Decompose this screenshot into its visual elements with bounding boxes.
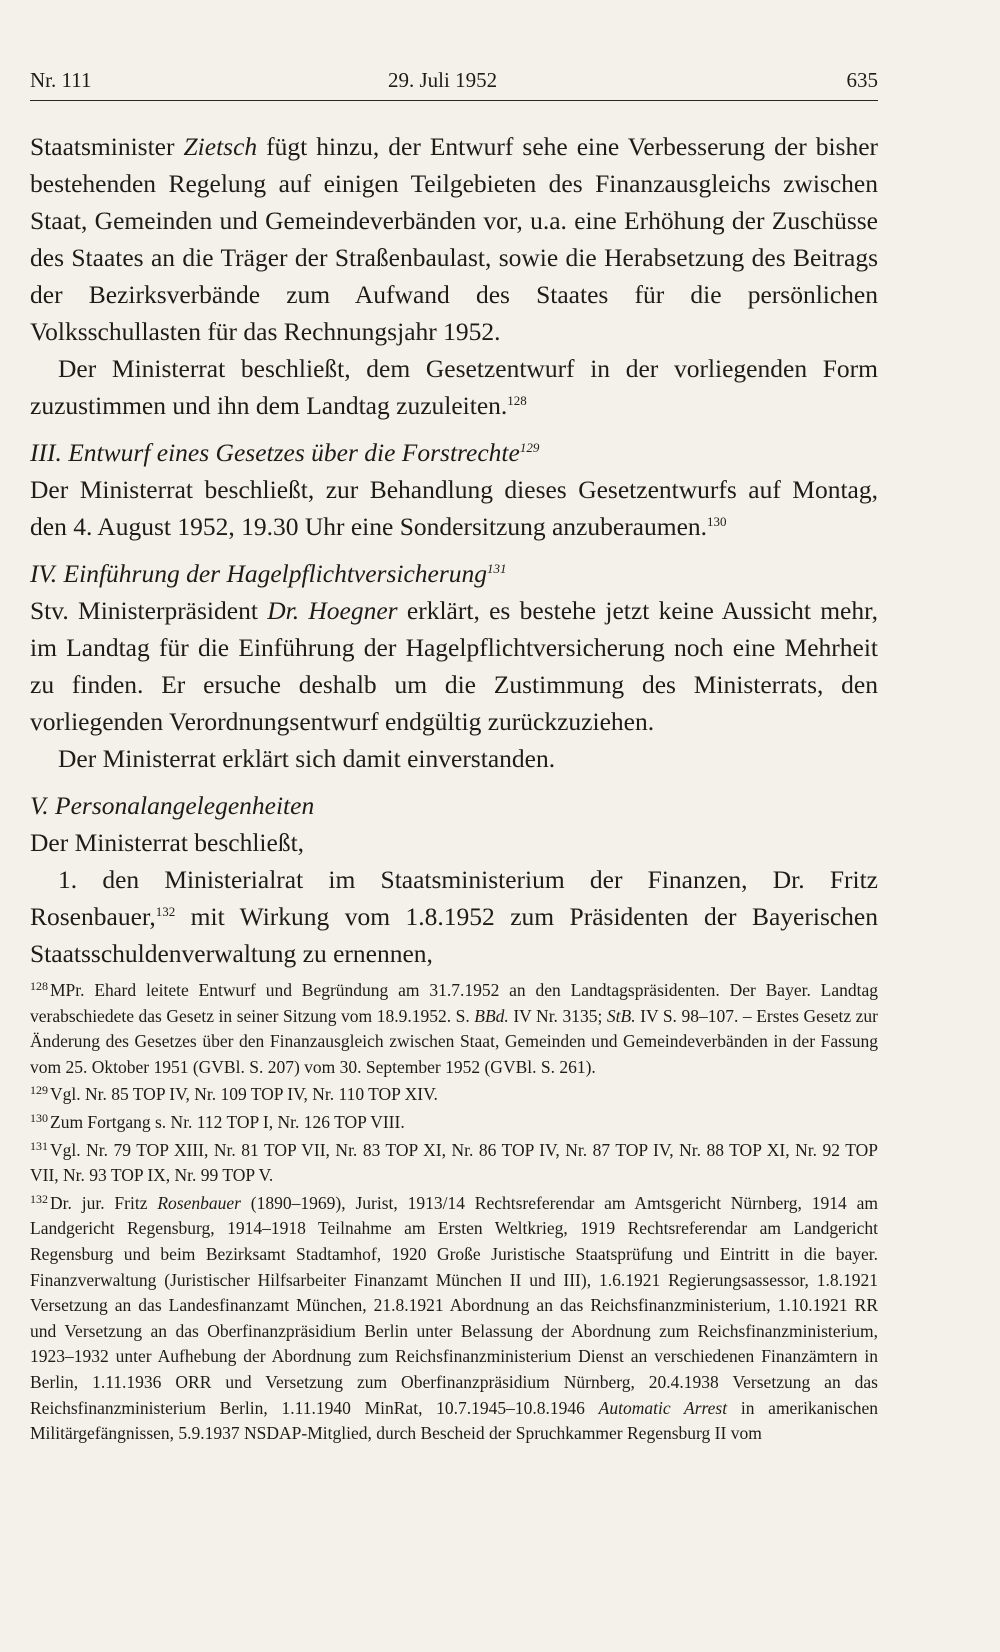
paragraph-resolution-3: Der Ministerrat beschließt, [30, 828, 305, 857]
footnote-128: $^{128}$ MPr. Ehard leitete Entwurf und Begründung am 31.7.1952 an den Landtagspräsidenten. Der Bayer. Landtag verabschiedete das Gesetz in seiner Sitzung vom 18.9.1952. S. BBd. IV Nr. 3135; StB. IV S. 98–107. – Erstes Gesetz zur Änderung des Gesetzes über den Finanzausgleich zwischen Staat, Gemeinden und Gemeindeverbänden in der Fassung vom 25. Oktober 1951 (GVBl. S. 207) vom 30. September 1952 (GVBl. S. 261). [30, 979, 879, 1077]
page-header [30, 64, 878, 101]
document-number: Nr. 111 [30, 68, 92, 92]
footnote-132: $^{132}$ Dr. jur. Fritz Rosenbauer (1890–1969), Jurist, 1913/14 Rechtsreferendar am Amtsgericht Nürnberg, 1914 am Landgericht Regensburg, 1914–1918 Teilnahme am Ersten Weltkrieg, 1919 Rechtsreferendar am Landgericht Regensburg und beim Bezirksamt Stadtamhof, 1920 Große Juristische Staatsprüfung und Eintritt in die bayer. Finanzverwaltung (Juristischer Hilfsarbeiter Finanzamt München II und III), 1.6.1921 Regierungsassessor, 1.8.1921 Versetzung an das Landesfinanzamt München, 21.8.1921 Abordnung an das Reichsfinanzministerium, 1.10.1921 RR und Versetzung an das Oberfinanzpräsidium Berlin unter Belassung der Abordnung zum Reichsfinanzministerium, 1923–1932 unter Aufhebung der Abordnung zum Reichsfinanzministerium Dienst an verschiedenen Finanzämtern in Berlin, 1.11.1936 ORR und Versetzung zum Oberfinanzpräsidium Nürnberg, 20.4.1938 Versetzung an das Reichsfinanzministerium Berlin, 1.11.1940 MinRat, 10.7.1945–10.8.1946 Automatic Arrest in amerikanischen Militärgefängnissen, 5.9.1937 NSDAP-Mitglied, durch Bescheid der Spruchkammer Regensburg II vom [30, 1191, 878, 1444]
section-heading-iii: III. Entwurf eines Gesetzes über die Forstrechte$^{129}$ [30, 438, 540, 467]
speaker-name: Zietsch [183, 132, 258, 161]
footnote-129: $^{129}$ Vgl. Nr. 85 TOP IV, Nr. 109 TOP IV, Nr. 110 TOP XIV. [30, 1083, 438, 1105]
footnote-130: $^{130}$ Zum Fortgang s. Nr. 112 TOP I, Nr. 126 TOP VIII. [30, 1110, 405, 1132]
paragraph-resolution-1: Der Ministerrat beschließt, dem Gesetzentwurf in der vorliegenden Form zuzustimmen und ihn dem Landtag zuzuleiten.$^{128}$ [30, 354, 878, 420]
paragraph-hoegner: Stv. Ministerpräsident Dr. Hoegner erklärt, es bestehe jetzt keine Aussicht mehr, im Landtag für die Einführung der Hagelpflichtversicherung noch eine Mehrheit zu finden. Er ersuche deshalb um die Zustimmung des Ministerrats, den vorliegenden Verordnungsentwurf endgültig zurückzuziehen. [30, 596, 878, 736]
paragraph-zietsch: Staatsminister Zietsch fügt hinzu, der Entwurf sehe eine Verbesserung der bisher bestehenden Regelung auf einigen Teilgebieten des Finanzausgleichs zwischen Staat, Gemeinden und Gemeindeverbänden vor, u.a. eine Erhöhung der Zuschüsse des Staates an die Träger der Straßenbaulast, sowie die Herabsetzung des Beitrags der Bezirksverbände zum Aufwand des Staates für die persönlichen Volksschullasten für das Rechnungsjahr 1952. [30, 132, 879, 346]
page-number: 635 [846, 68, 878, 92]
paragraph-appointment: 1. den Ministerialrat im Staatsministerium der Finanzen, Dr. Fritz Rosenbauer,$^{132}$ mit Wirkung vom 1.8.1952 zum Präsidenten der Bayerischen Staatsschuldenverwaltung zu ernennen, [30, 865, 878, 968]
paragraph-resolution-2: Der Ministerrat beschließt, zur Behandlung dieses Gesetzentwurfs auf Montag, den 4. August 1952, 19.30 Uhr eine Sondersitzung anzuberaumen.$^{130}$ [30, 475, 878, 541]
speaker-name: Dr. Hoegner [267, 596, 398, 625]
header-date: 29. Juli 1952 [388, 68, 498, 92]
footnote-ref[interactable]: 128 [507, 393, 527, 408]
footnote-ref[interactable]: 129 [519, 440, 540, 455]
section-heading-iv: IV. Einführung der Hagelpflichtversicherung$^{131}$ [30, 559, 507, 588]
paragraph-agreement: Der Ministerrat erklärt sich damit einverstanden. [58, 744, 556, 773]
footnote-131: $^{131}$ Vgl. Nr. 79 TOP XIII, Nr. 81 TOP VII, Nr. 83 TOP XI, Nr. 86 TOP IV, Nr. 87 TOP IV, Nr. 88 TOP XI, Nr. 92 TOP VII, Nr. 93 TOP IX, Nr. 99 TOP V. [30, 1138, 878, 1186]
footnote-ref[interactable]: 130 [707, 514, 727, 529]
footnote-ref[interactable]: 131 [487, 561, 507, 576]
main-text [30, 128, 878, 972]
footnotes [30, 978, 878, 1449]
section-heading-v: V. Personalangelegenheiten [30, 791, 315, 820]
footnote-ref[interactable]: 132 [155, 904, 176, 919]
